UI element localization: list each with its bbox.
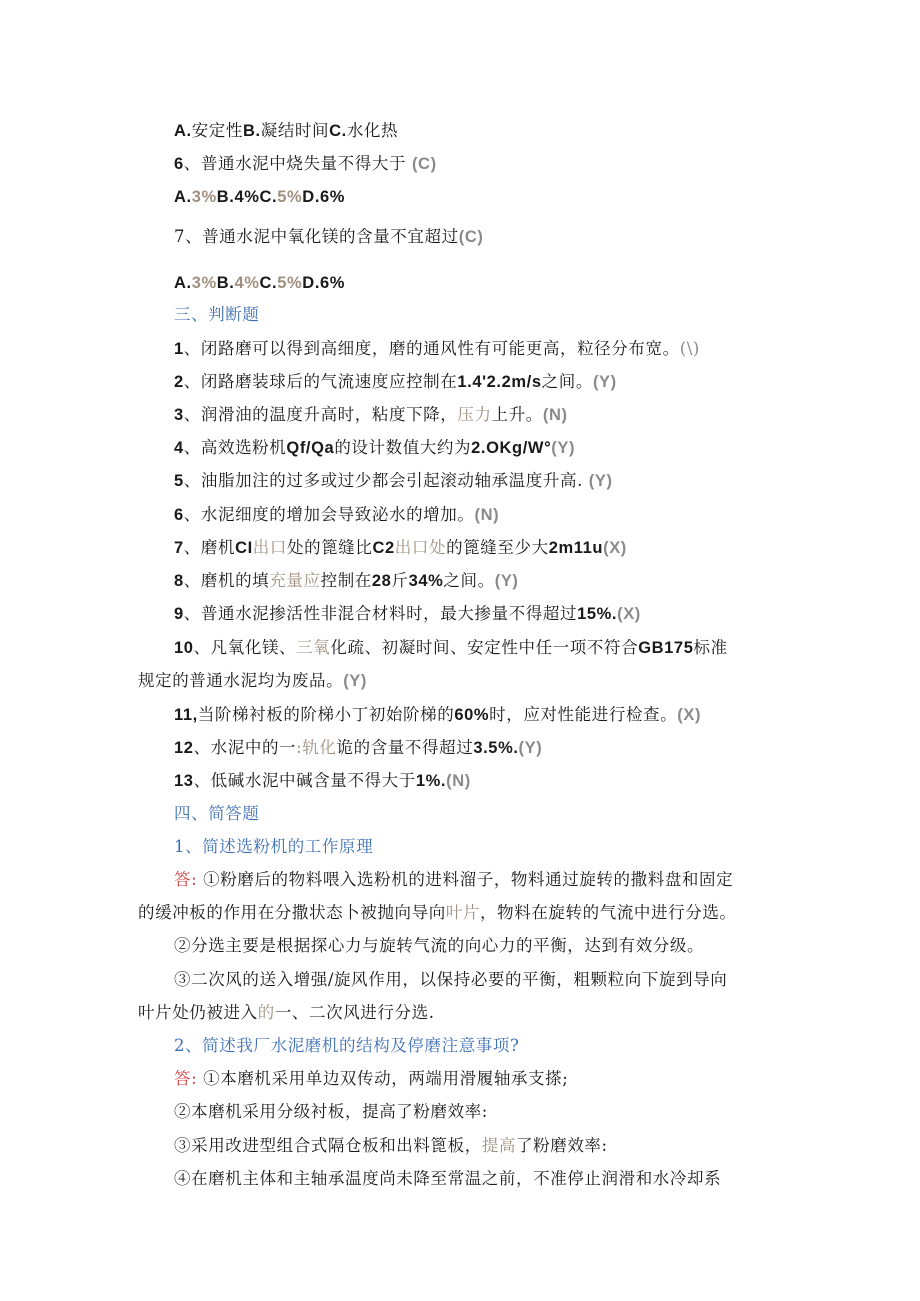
sq2-answer-line-1: 答: ①本磨机采用单边双传动，两端用滑履轴承支搽; bbox=[174, 1069, 569, 1088]
judge-item-12: 12、水泥中的一:轨化诡的含量不得超过3.5%.(Y) bbox=[174, 738, 543, 757]
short-question-2-title: 2、简述我厂水泥磨机的结构及停磨注意事项? bbox=[174, 1036, 520, 1055]
short-question-1-title: 1、简述选粉机的工作原理 bbox=[174, 837, 374, 856]
judge-item-10-cont: 规定的普通水泥均为废品。(Y) bbox=[138, 671, 367, 690]
section-3-heading: 三、判断题 bbox=[174, 305, 260, 324]
judge-item-8: 8、磨机的填充量应控制在28斤34%之间。(Y) bbox=[174, 571, 519, 590]
sq1-answer-line-1: 答: ①粉磨后的物料喂入选粉机的进料溜子，物料通过旋转的撒料盘和固定 bbox=[174, 870, 734, 889]
question-6: 6、普通水泥中烧失量不得大于 (C) bbox=[174, 154, 437, 173]
judge-item-7: 7、磨机CI出口处的篦缝比C2出口处的篦缝至少大2m11u(X) bbox=[174, 538, 627, 557]
judge-item-10: 10、凡氧化镁、三氧化疏、初凝时间、安定性中任一项不符合GB175标准 bbox=[174, 638, 728, 657]
judge-item-11: 11,当阶梯衬板的阶梯小丁初始阶梯的60%时，应对性能进行检查。(X) bbox=[174, 705, 702, 724]
sq2-answer-line-3: ③采用改进型组合式隔仓板和出料篦板，提高了粉磨效率: bbox=[174, 1136, 608, 1155]
sq1-answer-line-5: 叶片处仍被进入的一、二次风进行分选. bbox=[138, 1003, 435, 1022]
judge-item-9: 9、普通水泥掺活性非混合材料时，最大掺量不得超过15%.(X) bbox=[174, 604, 641, 623]
sq1-answer-line-4: ③二次风的送入增强/旋风作用，以保持必要的平衡，粗颗粒向下旋到导向 bbox=[174, 970, 728, 989]
judge-item-6: 6、水泥细度的增加会导致泌水的增加。(N) bbox=[174, 505, 500, 524]
judge-item-2: 2、闭路磨装球后的气流速度应控制在1.4'2.2m/s之间。(Y) bbox=[174, 372, 617, 391]
q5-options: A.安定性B.凝结时间C.水化热 bbox=[174, 121, 399, 140]
judge-item-1: 1、闭路磨可以得到高细度，磨的通风性有可能更高，粒径分布宽。(\) bbox=[174, 339, 700, 358]
judge-item-13: 13、低碱水泥中碱含量不得大于1%.(N) bbox=[174, 771, 471, 790]
sq1-answer-line-2: 的缓冲板的作用在分撒状态卜被抛向导向叶片，物料在旋转的气流中进行分选。 bbox=[138, 903, 737, 922]
sq2-answer-line-4: ④在磨机主体和主轴承温度尚未降至常温之前，不准停止润滑和水冷却系 bbox=[174, 1169, 722, 1188]
judge-item-3: 3、润滑油的温度升高时，粘度下降，压力上升。(N) bbox=[174, 405, 568, 424]
judge-item-5: 5、油脂加注的过多或过少都会引起滚动轴承温度升高. (Y) bbox=[174, 471, 613, 490]
q7-options: A.3%B.4%C.5%D.6% bbox=[174, 274, 346, 292]
question-7: 7、普通水泥中氧化镁的含量不宜超过(C) bbox=[174, 227, 484, 246]
section-4-heading: 四、简答题 bbox=[174, 804, 260, 823]
sq2-answer-line-2: ②本磨机采用分级衬板，提高了粉磨效率: bbox=[174, 1102, 488, 1121]
q6-options: A.3%B.4%C.5%D.6% bbox=[174, 188, 346, 206]
sq1-answer-line-3: ②分选主要是根据探心力与旋转气流的向心力的平衡，达到有效分级。 bbox=[174, 936, 705, 955]
judge-item-4: 4、高效选粉机Qf/Qa的设计数值大约为2.OKg/W°(Y) bbox=[174, 438, 576, 457]
